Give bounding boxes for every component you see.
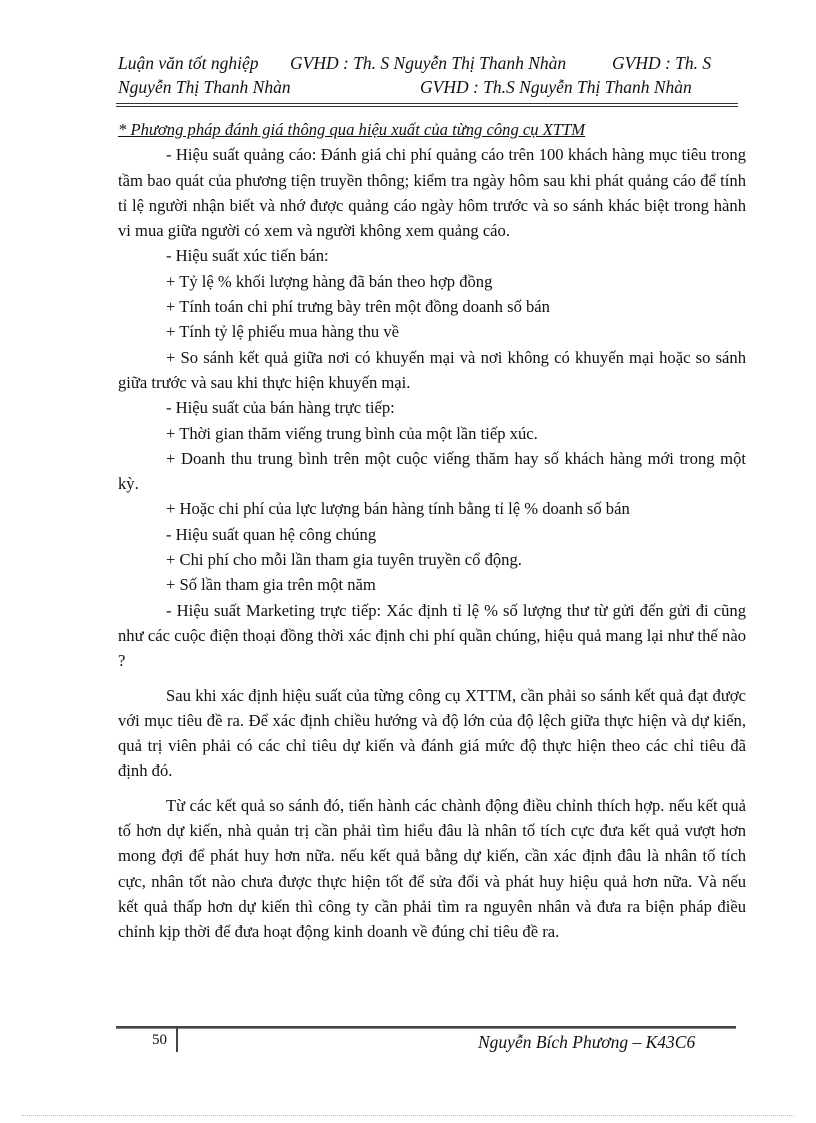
header-line-1 [118, 51, 738, 75]
header-thesis-label: Luận văn tốt nghiệp [118, 53, 259, 73]
bullet-visit-revenue: + Doanh thu trung bình trên một cuộc viếng thăm hay số khách hàng mới trong một kỳ. [118, 448, 746, 494]
bullet-sales-ratio: + Tỷ lệ % khối lượng hàng đã bán theo hợp đồng [166, 271, 493, 291]
sub-heading: * Phương pháp đánh giá thông qua hiệu xuất của từng công cụ XTTM [118, 120, 586, 139]
paragraph-comparison: Sau khi xác định hiệu suất của từng công cụ XTTM, cần phải so sánh kết quả đạt được với mục tiêu đề ra. Để xác định chiều hướng và độ lớn của độ lệch giữa thực hiện và dự kiến, quả trị viên phải có các chỉ tiêu dự kiến và đánh giá mức độ thực hiện theo các chỉ tiêu đã định đó. [118, 685, 746, 781]
paragraph-direct-marketing: - Hiệu suất Marketing trực tiếp: Xác định tỉ lệ % số lượng thư từ gửi đến gửi đi cũng như các cuộc điện thoại đồng thời xác định chi phí quần chúng, hiệu quả mang lại như thế nào ? [118, 600, 746, 671]
page-bottom-edge [22, 1115, 794, 1116]
bullet-salesforce-cost: + Hoặc chi phí của lực lượng bán hàng tính bằng tỉ lệ % doanh số bán [166, 499, 630, 519]
page-number: 50 [152, 1032, 167, 1048]
paragraph-advertising: - Hiệu suất quảng cáo: Đánh giá chi phí quảng cáo trên 100 khách hàng mục tiêu trong tầm bao quát của phương tiện truyền thông; kiểm tra ngày hôm sau khi phát quảng cáo để tính tỉ lệ người nhận biết và nhớ được quảng cáo ngày hôm trước và so sánh khác biệt trong hành vi mua giữa người có xem và người không xem quảng cáo. [118, 145, 746, 241]
header-rule [116, 103, 738, 107]
footer-author: Nguyễn Bích Phương – K43C6 [478, 1032, 696, 1052]
bullet-compare-promotion: + So sánh kết quả giữa nơi có khuyến mại và nơi không có khuyến mại hoặc so sánh giữa trước và sau khi thực hiện khuyến mại. [118, 347, 746, 392]
bullet-visit-time: + Thời gian thăm viếng trung bình của một lần tiếp xúc. [166, 423, 538, 443]
bullet-pr-frequency: + Số lần tham gia trên một năm [166, 575, 376, 595]
footer-rule [116, 1026, 736, 1029]
paragraph-sales-promotion: - Hiệu suất xúc tiến bán: [166, 246, 329, 266]
page-header [118, 51, 738, 99]
paragraph-adjustment: Từ các kết quả so sánh đó, tiến hành các chành động điều chỉnh thích hợp. nếu kết quả tố hơn dự kiến, nhà quản trị cần phải tìm hiểu đâu là nhân tố tích cực đưa kết quả vượt hơn mong đợi để phát huy hơn nữa. nếu kết quả bằng dự kiến, cần xác định đâu là nhân tố tích cực, nhân tốt nào chưa được thực hiện tốt để sửa đổi và phát huy hiệu quả hơn nữa. Và nếu kết quả thấp hơn dự kiến thì công ty cần phải tìm ra nguyên nhân và đưa ra biện pháp điều chỉnh kịp thời để đưa hoạt động kinh doanh về đúng chỉ tiêu đề ra. [118, 795, 746, 942]
page-body [118, 117, 746, 945]
header-advisor-2-end: Nguyễn Thị Thanh Nhàn [118, 77, 291, 97]
header-line-2 [118, 75, 738, 99]
bullet-display-cost: + Tính toán chi phí trưng bày trên một đồng doanh số bán [166, 297, 550, 317]
paragraph-public-relations: - Hiệu suất quan hệ công chúng [166, 524, 377, 544]
header-advisor-1: GVHD : Th. S Nguyễn Thị Thanh Nhàn [290, 53, 567, 73]
footer-divider [176, 1026, 178, 1052]
header-advisor-3: GVHD : Th.S Nguyễn Thị Thanh Nhàn [420, 77, 692, 97]
bullet-coupon-ratio: + Tính tỷ lệ phiếu mua hàng thu về [166, 322, 400, 342]
bullet-pr-cost: + Chi phí cho mỗi lần tham gia tuyên truyền cổ động. [166, 550, 522, 570]
header-advisor-2-start: GVHD : Th. S [612, 53, 712, 73]
paragraph-personal-selling: - Hiệu suất của bán hàng trực tiếp: [166, 398, 395, 418]
